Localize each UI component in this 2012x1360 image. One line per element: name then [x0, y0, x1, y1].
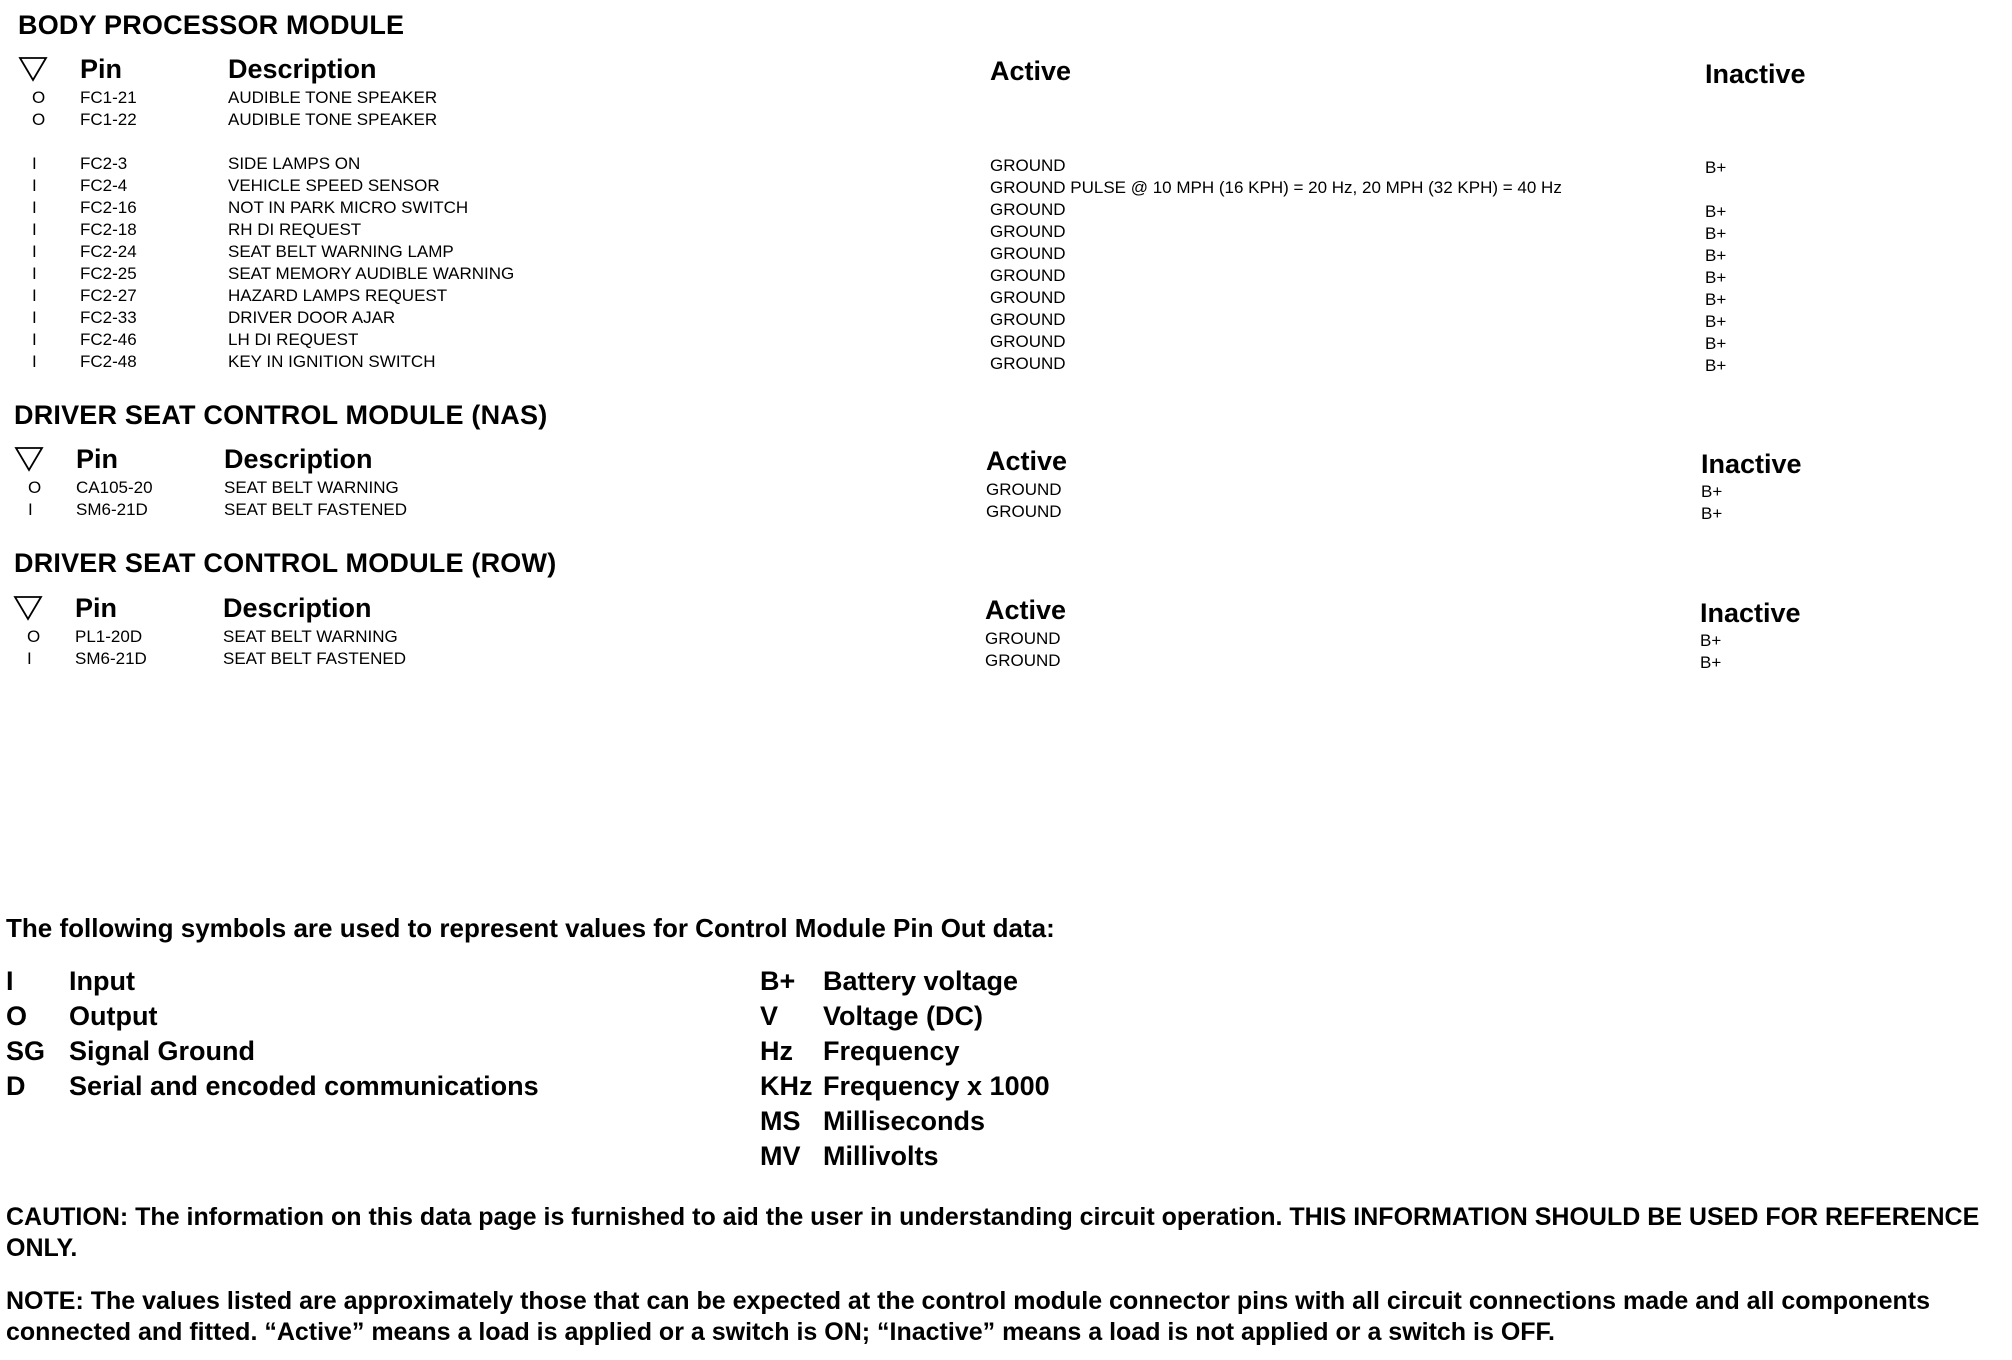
legend-meaning: Millivolts [823, 1141, 939, 1171]
row-pin: FC2-3 [80, 154, 128, 173]
row-pin: FC2-18 [80, 220, 137, 239]
row-inactive: B+ [1705, 158, 1727, 177]
legend-meaning: Voltage (DC) [823, 1001, 983, 1031]
row-active: GROUND [985, 629, 1061, 648]
row-pin: SM6-21D [75, 649, 147, 668]
row-inactive: B+ [1700, 653, 1722, 672]
column-header-inactive: Inactive [1705, 59, 1806, 89]
row-active: GROUND [990, 244, 1066, 263]
row-io-type: I [28, 500, 33, 519]
row-active: GROUND [985, 651, 1061, 670]
row-io-type: I [32, 264, 37, 283]
row-pin: SM6-21D [76, 500, 148, 519]
row-io-type: O [28, 478, 42, 497]
row-active: GROUND PULSE @ 10 MPH (16 KPH) = 20 Hz, 20 MPH (32 KPH) = 40 Hz [990, 178, 1562, 197]
row-pin: FC1-21 [80, 88, 137, 107]
legend-symbol: V [760, 1001, 779, 1031]
io-direction-triangle-icon [13, 595, 43, 621]
column-header-inactive: Inactive [1700, 598, 1801, 628]
column-header-description: Description [223, 593, 372, 623]
row-pin: FC2-24 [80, 242, 137, 261]
legend-meaning: Input [69, 966, 135, 996]
row-io-type: O [27, 627, 41, 646]
row-pin: FC2-16 [80, 198, 137, 217]
legend-symbol: KHz [760, 1071, 813, 1101]
row-inactive: B+ [1705, 356, 1727, 375]
row-inactive: B+ [1705, 290, 1727, 309]
row-io-type: I [32, 330, 37, 349]
row-active: GROUND [990, 200, 1066, 219]
legend-symbol: I [6, 966, 14, 996]
row-inactive: B+ [1701, 504, 1723, 523]
row-inactive: B+ [1705, 246, 1727, 265]
row-description: SEAT BELT WARNING [224, 478, 399, 497]
row-io-type: O [32, 88, 46, 107]
row-active: GROUND [990, 156, 1066, 175]
row-description: KEY IN IGNITION SWITCH [228, 352, 436, 371]
section-title: DRIVER SEAT CONTROL MODULE (NAS) [14, 400, 548, 430]
column-header-pin: Pin [75, 593, 118, 623]
row-pin: FC2-46 [80, 330, 137, 349]
legend-meaning: Frequency x 1000 [823, 1071, 1050, 1101]
legend-meaning: Milliseconds [823, 1106, 986, 1136]
row-pin: FC2-4 [80, 176, 128, 195]
column-header-active: Active [986, 446, 1068, 476]
row-active: GROUND [986, 502, 1062, 521]
io-direction-triangle-icon [18, 56, 48, 82]
row-active: GROUND [990, 310, 1066, 329]
row-pin: FC1-22 [80, 110, 137, 129]
legend-symbol: MV [760, 1141, 801, 1171]
legend-meaning: Signal Ground [69, 1036, 255, 1066]
row-description: SEAT MEMORY AUDIBLE WARNING [228, 264, 515, 283]
row-io-type: I [32, 220, 37, 239]
row-inactive: B+ [1705, 224, 1727, 243]
row-inactive: B+ [1705, 312, 1727, 331]
row-active: GROUND [990, 288, 1066, 307]
row-inactive: B+ [1705, 334, 1727, 353]
legend-symbol: SG [6, 1036, 46, 1066]
row-io-type: I [32, 286, 37, 305]
row-description: RH DI REQUEST [228, 220, 362, 239]
row-active: GROUND [990, 222, 1066, 241]
legend-symbol: MS [760, 1106, 801, 1136]
row-description: HAZARD LAMPS REQUEST [228, 286, 448, 305]
row-description: SIDE LAMPS ON [228, 154, 361, 173]
row-pin: FC2-48 [80, 352, 137, 371]
column-header-description: Description [228, 54, 377, 84]
section-title: BODY PROCESSOR MODULE [18, 10, 405, 40]
row-pin: CA105-20 [76, 478, 153, 497]
row-description: SEAT BELT FASTENED [223, 649, 406, 668]
row-description: AUDIBLE TONE SPEAKER [228, 110, 438, 129]
legend-symbol: Hz [760, 1036, 793, 1066]
row-active: GROUND [986, 480, 1062, 499]
section-title: DRIVER SEAT CONTROL MODULE (ROW) [14, 548, 557, 578]
row-pin: FC2-25 [80, 264, 137, 283]
column-header-active: Active [985, 595, 1067, 625]
legend-symbol: O [6, 1001, 28, 1031]
legend-symbol: B+ [760, 966, 796, 996]
column-header-inactive: Inactive [1701, 449, 1802, 479]
row-description: SEAT BELT FASTENED [224, 500, 407, 519]
column-header-description: Description [224, 444, 373, 474]
row-inactive: B+ [1705, 268, 1727, 287]
row-pin: FC2-33 [80, 308, 137, 327]
row-active: GROUND [990, 332, 1066, 351]
row-inactive: B+ [1700, 631, 1722, 650]
row-inactive: B+ [1701, 482, 1723, 501]
row-description: NOT IN PARK MICRO SWITCH [228, 198, 469, 217]
legend-meaning: Frequency [823, 1036, 960, 1066]
legend-meaning: Serial and encoded communications [69, 1071, 539, 1101]
row-io-type: I [32, 242, 37, 261]
row-io-type: I [32, 308, 37, 327]
row-description: LH DI REQUEST [228, 330, 359, 349]
row-io-type: I [32, 198, 37, 217]
row-description: DRIVER DOOR AJAR [228, 308, 396, 327]
legend-meaning: Output [69, 1001, 158, 1031]
row-active: GROUND [990, 354, 1066, 373]
row-description: SEAT BELT WARNING [223, 627, 398, 646]
row-description: VEHICLE SPEED SENSOR [228, 176, 440, 195]
row-io-type: I [32, 352, 37, 371]
row-inactive: B+ [1705, 202, 1727, 221]
legend-symbol: D [6, 1071, 26, 1101]
column-header-pin: Pin [80, 54, 123, 84]
row-pin: PL1-20D [75, 627, 143, 646]
symbols-intro: The following symbols are used to represent values for Control Module Pin Out data: [6, 913, 1055, 943]
io-direction-triangle-icon [14, 446, 44, 472]
legend-meaning: Battery voltage [823, 966, 1019, 996]
row-io-type: I [27, 649, 32, 668]
row-io-type: O [32, 110, 46, 129]
column-header-active: Active [990, 56, 1072, 86]
row-description: SEAT BELT WARNING LAMP [228, 242, 454, 261]
row-io-type: I [32, 176, 37, 195]
column-header-pin: Pin [76, 444, 119, 474]
row-active: GROUND [990, 266, 1066, 285]
row-io-type: I [32, 154, 37, 173]
caution-note: CAUTION: The information on this data page is furnished to aid the user in understanding circuit operation. THIS INFORMATION SHOULD BE USED FOR REFERENCE ONLY. [6, 1203, 1980, 1262]
row-description: AUDIBLE TONE SPEAKER [228, 88, 438, 107]
general-note: NOTE: The values listed are approximately those that can be expected at the control module connector pins with all circuit connections made and all components connected and fitted. “Active” means a load is applied or a switch is ON; “Inactive” means a load is not applied or a switch is OFF. [6, 1287, 1931, 1346]
row-pin: FC2-27 [80, 286, 137, 305]
